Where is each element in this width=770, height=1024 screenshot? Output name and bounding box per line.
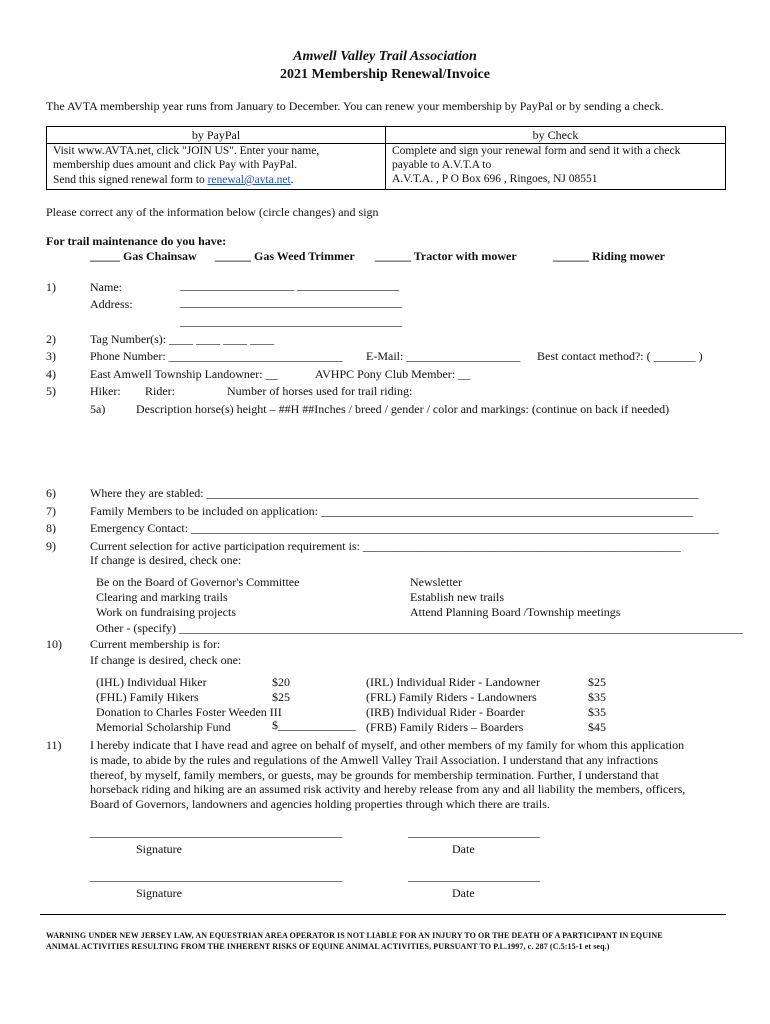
rider-field[interactable]: Rider: [145, 384, 175, 398]
item-number-2: 2) [46, 332, 56, 346]
option-newsletter[interactable]: Newsletter [410, 575, 462, 589]
option-new-trails[interactable]: Establish new trails [410, 590, 504, 604]
donation-amount-field[interactable]: $_____________ [272, 718, 356, 732]
item-number-8: 8) [46, 521, 56, 535]
option-fundraising[interactable]: Work on fundraising projects [96, 605, 237, 619]
date-line-2[interactable]: ______________________ [408, 869, 540, 883]
stabled-field[interactable]: Where they are stabled: __________________________________________________________________________________ [90, 486, 699, 500]
family-members-field[interactable]: Family Members to be included on application: ______________________________________________________________ [90, 504, 693, 518]
item-number-3: 3) [46, 349, 56, 363]
signature-line-1[interactable]: __________________________________________ [90, 825, 342, 839]
signature-line-2[interactable]: __________________________________________ [90, 869, 342, 883]
name-field[interactable]: ___________________ _________________ [180, 278, 399, 292]
pony-club-field[interactable]: AVHPC Pony Club Member: __ [315, 367, 471, 381]
scholarship-label: Memorial Scholarship Fund [96, 720, 231, 734]
fee-frb-label[interactable]: (FRB) Family Riders – Boarders [366, 720, 524, 734]
tag-number-field[interactable]: Tag Number(s): ____ ____ ____ ____ [90, 332, 275, 346]
fee-ihl-label[interactable]: (IHL) Individual Hiker [96, 675, 207, 689]
intro-text: The AVTA membership year runs from January to December. You can renew your membership by PayPal or by sending a check. [46, 99, 664, 113]
org-title: Amwell Valley Trail Association [293, 49, 477, 64]
landowner-field[interactable]: East Amwell Township Landowner: __ [90, 367, 278, 381]
option-board[interactable]: Be on the Board of Governor's Committee [96, 575, 300, 589]
date-label-1: Date [452, 842, 475, 856]
correct-note: Please correct any of the information below (circle changes) and sign [46, 205, 379, 219]
item-number-11: 11) [46, 738, 62, 752]
horses-count-field[interactable]: Number of horses used for trail riding: [227, 384, 413, 398]
item-number-5a: 5a) [90, 402, 106, 416]
agreement-line-5: Board of Governors, landowners and agencies holding properties through which there are trails. [90, 797, 550, 811]
paypal-heading: by PayPal [47, 128, 385, 144]
paypal-line2: membership dues amount and click Pay with PayPal. [53, 159, 298, 171]
contact-method-field[interactable]: Best contact method?: ( _______ ) [537, 349, 703, 363]
fee-frl-label[interactable]: (FRL) Family Riders - Landowners [366, 690, 537, 704]
check-column [386, 127, 725, 189]
fee-fhl-label[interactable]: (FHL) Family Hikers [96, 690, 199, 704]
fee-irl-amount: $25 [588, 675, 606, 689]
paypal-line1: Visit www.AVTA.net, click "JOIN US". Enter your name, [53, 145, 320, 157]
agreement-line-4: horseback riding and hiking are an assumed risk activity and hereby release from any and all liability the members, officers, [90, 782, 686, 796]
trail-item-chainsaw[interactable]: _____ Gas Chainsaw [90, 249, 197, 263]
signature-label-2: Signature [136, 886, 182, 900]
check-line2: payable to A.V.T.A to [392, 159, 492, 171]
donation-label: Donation to Charles Foster Weeden III [96, 705, 282, 719]
change-instruction-2: If change is desired, check one: [90, 653, 242, 667]
date-line-1[interactable]: ______________________ [408, 825, 540, 839]
emergency-contact-field[interactable]: Emergency Contact: ________________________________________________________________________________________ [90, 521, 720, 535]
trail-item-weed-trimmer[interactable]: ______ Gas Weed Trimmer [215, 249, 355, 263]
warning-line-1: WARNING UNDER NEW JERSEY LAW, AN EQUESTRIAN AREA OPERATOR IS NOT LIABLE FOR AN INJURY TO OR THE DEATH OF A PARTICIPANT IN EQUINE [46, 931, 663, 940]
fee-ihl-amount: $20 [272, 675, 290, 689]
participation-field[interactable]: Current selection for active participation requirement is: _____________________________________________________ [90, 539, 681, 553]
warning-line-2: ANIMAL ACTIVITIES RESULTING FROM THE INHERENT RISKS OF EQUINE ANIMAL ACTIVITIES, PURSUANT TO P.L.1997, c. 287 (C.5:15-1 et seq.) [46, 942, 610, 951]
horse-description-field[interactable]: Description horse(s) height – ##H ##Inches / breed / gender / color and markings: (continue on back if needed) [136, 402, 670, 416]
item-number-6: 6) [46, 486, 56, 500]
phone-field[interactable]: Phone Number: _____________________________ [90, 349, 343, 363]
fee-frb-amount: $45 [588, 720, 606, 734]
date-label-2: Date [452, 886, 475, 900]
agreement-line-1: I hereby indicate that I have read and agree on behalf of myself, and other members of my family for whom this application [90, 738, 685, 752]
trail-question: For trail maintenance do you have: [46, 234, 227, 248]
fee-irl-label[interactable]: (IRL) Individual Rider - Landowner [366, 675, 540, 689]
item-number-5: 5) [46, 384, 56, 398]
item-number-9: 9) [46, 539, 56, 553]
agreement-line-2: is made, to abide by the rules and regulations of the Amwell Valley Trail Association. I understand that any infractions [90, 753, 659, 767]
email-field[interactable]: E-Mail: ___________________ [366, 349, 521, 363]
item-number-4: 4) [46, 367, 56, 381]
change-instruction-1: If change is desired, check one: [90, 553, 242, 567]
name-label: Name: [90, 280, 122, 294]
check-line1: Complete and sign your renewal form and send it with a check [392, 145, 681, 157]
item-number-10: 10) [46, 637, 62, 651]
address-field-1[interactable]: _____________________________________ [180, 295, 402, 309]
fee-fhl-amount: $25 [272, 690, 290, 704]
agreement-line-3: thereof, by myself, family members, or guests, may be grounds for membership termination. Further, I understand that [90, 768, 659, 782]
fee-irb-label[interactable]: (IRB) Individual Rider - Boarder [366, 705, 525, 719]
address-field-2[interactable]: _____________________________________ [180, 314, 402, 328]
option-other-field[interactable]: Other - (specify) ______________________________________________________________________________________________ [96, 621, 743, 635]
current-membership-label: Current membership is for: [90, 637, 221, 651]
address-label: Address: [90, 297, 133, 311]
check-heading: by Check [386, 128, 725, 144]
paypal-line3 [53, 174, 294, 186]
fee-irb-amount: $35 [588, 705, 606, 719]
paypal-column [47, 127, 386, 189]
footer-divider [40, 914, 726, 915]
trail-item-tractor[interactable]: ______ Tractor with mower [375, 249, 517, 263]
form-subtitle: 2021 Membership Renewal/Invoice [280, 67, 490, 82]
hiker-field[interactable]: Hiker: [90, 384, 121, 398]
payment-table [46, 126, 726, 190]
paypal-line3-prefix: Send this signed renewal form to [53, 174, 208, 186]
item-number-7: 7) [46, 504, 56, 518]
signature-label-1: Signature [136, 842, 182, 856]
option-planning-board[interactable]: Attend Planning Board /Township meetings [410, 605, 621, 619]
fee-frl-amount: $35 [588, 690, 606, 704]
trail-item-riding-mower[interactable]: ______ Riding mower [553, 249, 665, 263]
option-clearing[interactable]: Clearing and marking trails [96, 590, 228, 604]
paypal-line3-suffix: . [290, 174, 294, 186]
check-line3: A.V.T.A. , P O Box 696 , Ringoes, NJ 08551 [392, 173, 598, 185]
renewal-email-link[interactable]: renewal@avta.net [207, 174, 291, 186]
item-number-1: 1) [46, 280, 56, 294]
